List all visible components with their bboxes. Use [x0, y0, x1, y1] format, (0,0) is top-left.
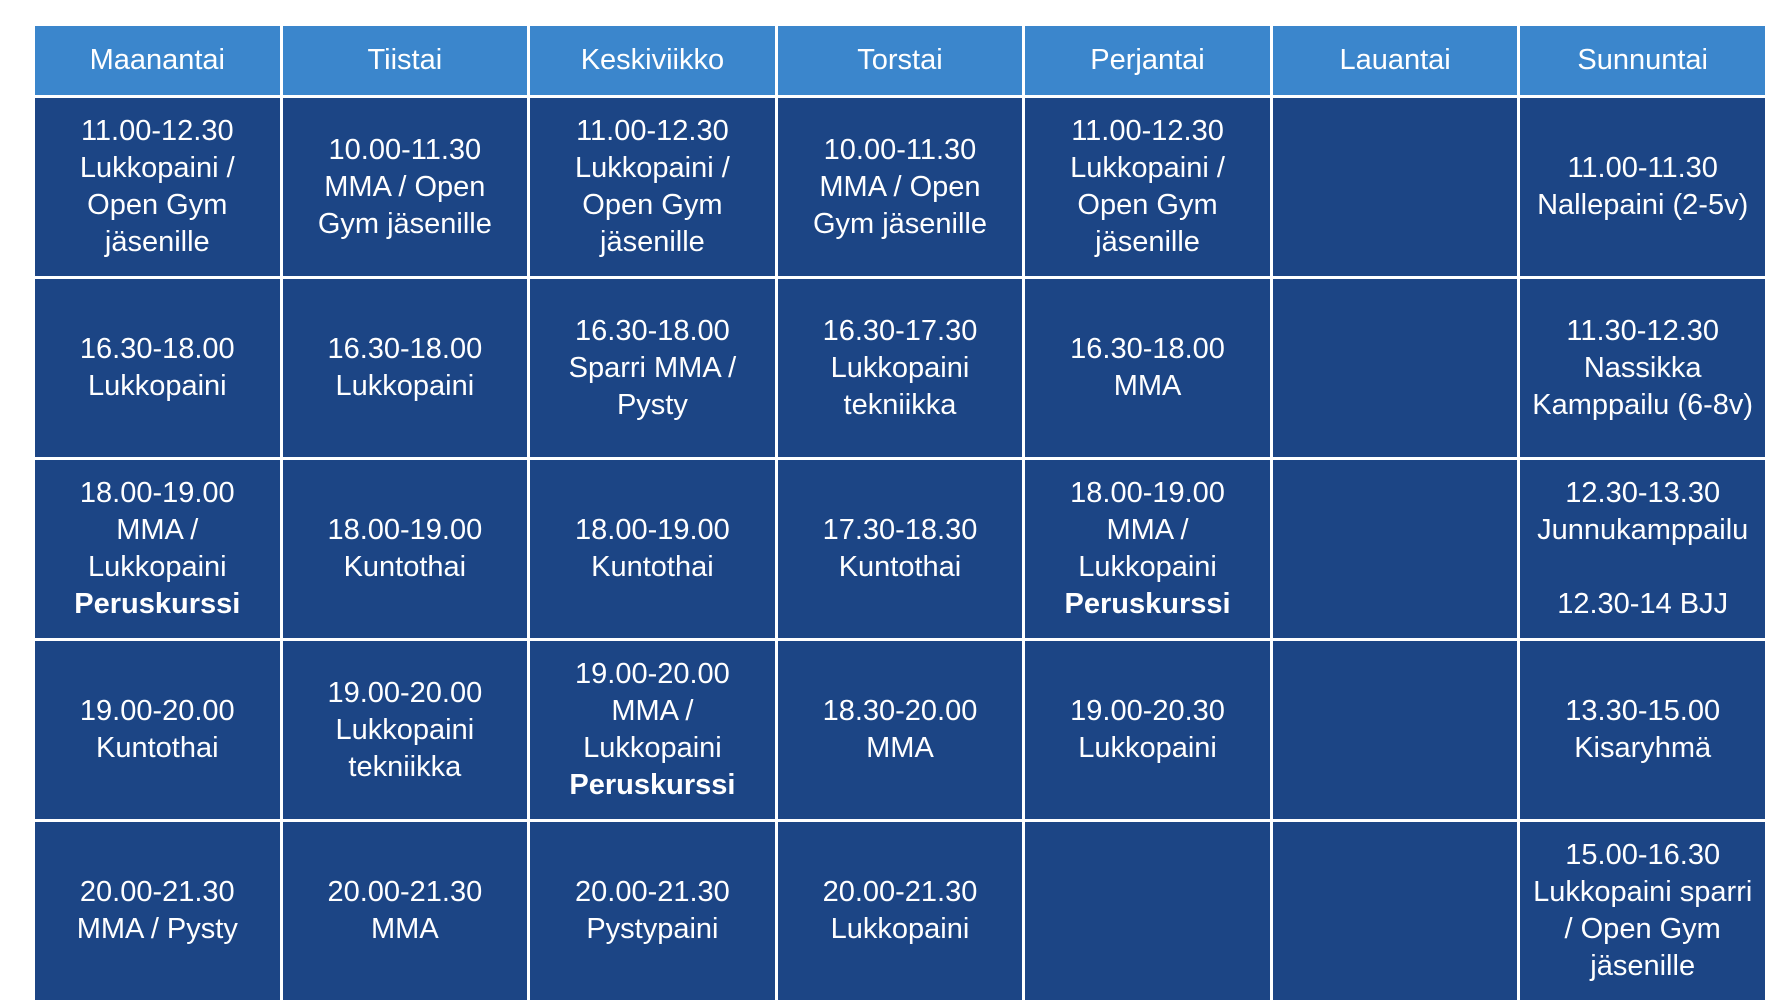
class-slot-cell [1025, 98, 1270, 276]
day-header: Sunnuntai [1520, 26, 1765, 95]
class-time: 16.30-17.30 [822, 314, 978, 347]
class-name-line: Open Gym [87, 189, 228, 221]
course-tag: Peruskurssi [569, 769, 736, 801]
class-time: 18.00-19.00 [1070, 477, 1225, 509]
class-time: 17.30-18.30 [822, 514, 978, 546]
day-header: Maanantai [35, 26, 280, 95]
class-slot-cell [283, 641, 528, 819]
class-name-line: Lukkopaini [87, 551, 227, 583]
class-name-line: Kuntothai [838, 551, 962, 583]
class-name-line: / Open Gym [1564, 913, 1721, 945]
class-time: 18.00-19.00 [79, 477, 235, 509]
class-time: 18.30-20.00 [822, 695, 978, 727]
empty-slot-cell [1273, 279, 1518, 457]
class-slot-cell [1520, 279, 1765, 457]
class-slot-cell [1025, 641, 1270, 819]
class-slot-cell [778, 460, 1023, 638]
class-time: 16.30-18.00 [575, 314, 730, 347]
day-header: Perjantai [1025, 26, 1270, 95]
class-name-line: MMA / Open [819, 170, 981, 203]
class-time: 19.00-20.00 [327, 676, 483, 709]
class-name-line: Gym jäsenille [317, 207, 492, 240]
schedule-row [35, 98, 1765, 276]
class-name-line: Lukkopaini [87, 370, 227, 402]
class-name-line: tekniikka [348, 750, 462, 783]
class-time: 20.00-21.30 [575, 876, 730, 908]
class-time: 10.00-11.30 [823, 133, 977, 166]
class-name-line: MMA / Pysty [76, 913, 238, 945]
schedule-row [35, 279, 1765, 457]
schedule-header [35, 26, 1765, 95]
class-name-line: 12.30-14 BJJ [1557, 588, 1729, 620]
class-slot-cell [1520, 460, 1765, 638]
schedule-row [35, 460, 1765, 638]
day-header: Keskiviikko [530, 26, 775, 95]
empty-slot-cell [1273, 641, 1518, 819]
schedule-table [32, 23, 1768, 1003]
class-name-line: Lukkopaini [830, 351, 970, 384]
class-slot-cell [778, 279, 1023, 457]
class-slot-cell [530, 641, 775, 819]
class-time: 20.00-21.30 [822, 876, 978, 908]
class-slot-cell [35, 279, 280, 457]
class-name-line: Lukkopaini [830, 913, 970, 945]
line-gap [1526, 549, 1759, 586]
class-name-line: Junnukamppailu [1537, 514, 1749, 546]
class-slot-cell [778, 822, 1023, 1000]
class-time: 19.00-20.30 [1070, 695, 1225, 727]
course-tag: Peruskurssi [74, 588, 241, 620]
class-slot-cell [35, 641, 280, 819]
schedule-body [35, 98, 1765, 1000]
day-header: Torstai [778, 26, 1023, 95]
class-slot-cell [283, 460, 528, 638]
class-name-line: jäsenille [1590, 950, 1696, 982]
class-slot-cell [1520, 641, 1765, 819]
weekly-schedule [32, 23, 1768, 1003]
class-name-line: Gym jäsenille [812, 207, 987, 240]
class-time: 10.00-11.30 [328, 133, 482, 166]
class-time: 16.30-18.00 [79, 333, 235, 365]
class-time: 20.00-21.30 [327, 876, 483, 908]
class-time: 11.00-12.30 [576, 115, 729, 147]
class-time: 15.00-16.30 [1565, 839, 1721, 871]
class-slot-cell [1025, 460, 1270, 638]
class-name-line: jäsenille [104, 226, 210, 258]
class-slot-cell [530, 822, 775, 1000]
class-name-line: MMA / [611, 695, 694, 727]
class-name-line: Lukkopaini sparri [1533, 876, 1753, 908]
class-slot-cell [1520, 98, 1765, 276]
class-time: 11.00-12.30 [1071, 115, 1224, 147]
class-name-line: MMA [866, 732, 934, 764]
class-slot-cell [530, 98, 775, 276]
class-name-line: MMA [371, 913, 439, 945]
schedule-row [35, 641, 1765, 819]
class-slot-cell [35, 822, 280, 1000]
class-name-line: Lukkopaini [335, 370, 475, 402]
class-slot-cell [283, 98, 528, 276]
class-name-line: MMA / [1106, 514, 1189, 546]
class-name-line: Kuntothai [591, 551, 714, 583]
class-time: 18.00-19.00 [575, 514, 730, 546]
class-time: 20.00-21.30 [79, 876, 235, 908]
class-name-line: Kisaryhmä [1574, 732, 1712, 764]
class-time: 11.00-12.30 [80, 115, 234, 147]
course-tag: Peruskurssi [1064, 588, 1231, 620]
class-slot-cell [530, 279, 775, 457]
class-name-line: Lukkopaini [583, 732, 722, 764]
class-name-line: MMA [1113, 370, 1182, 402]
class-name-line: MMA / [116, 514, 199, 546]
class-name-line: Lukkopaini / [575, 152, 730, 184]
class-slot-cell [35, 98, 280, 276]
class-name-line: Open Gym [582, 189, 723, 221]
class-name-line: Pystypaini [586, 913, 719, 945]
class-slot-cell [283, 279, 528, 457]
class-name-line: Kuntothai [96, 732, 219, 764]
class-time: 11.30-12.30 [1566, 314, 1720, 347]
class-name-line: jäsenille [1095, 226, 1200, 258]
class-name-line: Kuntothai [343, 551, 467, 583]
class-name-line: Nallepaini (2-5v) [1537, 189, 1749, 221]
class-slot-cell [1520, 822, 1765, 1000]
class-time: 11.00-11.30 [1567, 152, 1718, 184]
schedule-row [35, 822, 1765, 1000]
class-name-line: Lukkopaini [1078, 732, 1217, 764]
class-time: 12.30-13.30 [1565, 477, 1721, 509]
class-name-line: Sparri MMA / [568, 351, 737, 384]
class-slot-cell [530, 460, 775, 638]
class-name-line: Kamppailu (6-8v) [1532, 388, 1754, 421]
class-name-line: Lukkopaini [1078, 551, 1217, 583]
class-name-line: Pysty [616, 388, 688, 421]
empty-slot-cell [1273, 460, 1518, 638]
class-name-line: jäsenille [600, 226, 705, 258]
class-name-line: MMA / Open [324, 170, 486, 203]
empty-slot-cell [1273, 98, 1518, 276]
class-time: 13.30-15.00 [1565, 695, 1721, 727]
class-slot-cell [1025, 279, 1270, 457]
class-name-line: tekniikka [843, 388, 957, 421]
class-time: 16.30-18.00 [327, 333, 483, 365]
class-slot-cell [283, 822, 528, 1000]
class-slot-cell [778, 98, 1023, 276]
class-name-line: Lukkopaini / [1070, 152, 1225, 184]
empty-slot-cell [1273, 822, 1518, 1000]
class-name-line: Lukkopaini / [79, 152, 235, 184]
class-time: 19.00-20.00 [575, 658, 730, 690]
header-row [35, 26, 1765, 95]
class-name-line: Nassikka [1583, 351, 1702, 384]
class-slot-cell [778, 641, 1023, 819]
empty-slot-cell [1025, 822, 1270, 1000]
day-header: Tiistai [283, 26, 528, 95]
class-time: 19.00-20.00 [79, 695, 235, 727]
class-time: 18.00-19.00 [327, 514, 483, 546]
class-time: 16.30-18.00 [1070, 333, 1225, 365]
class-slot-cell [35, 460, 280, 638]
class-name-line: Open Gym [1077, 189, 1218, 221]
day-header: Lauantai [1273, 26, 1518, 95]
class-name-line: Lukkopaini [335, 713, 475, 746]
